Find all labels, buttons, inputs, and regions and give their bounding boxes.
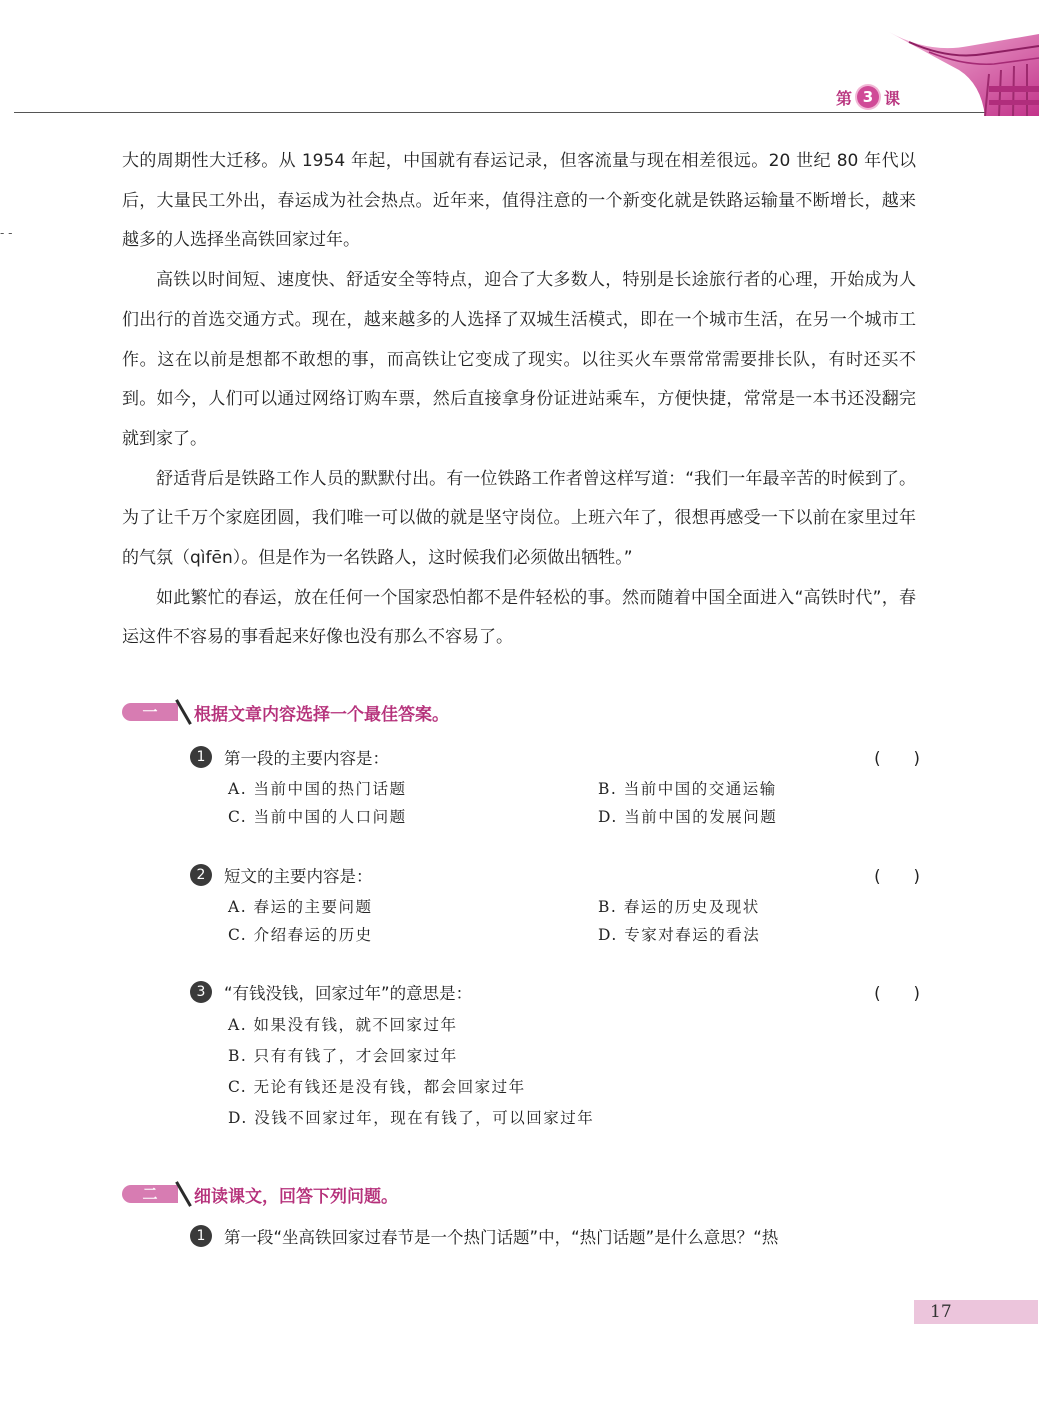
option-d[interactable]: D. 当前中国的发展问题	[598, 808, 778, 826]
passage-paragraph-1: 大的周期性大迁移。从 1954 年起，中国就有春运记录，但客流量与现在相差很远。20 世纪 80 年代以后，大量民工外出，春运成为社会热点。近年来，值得注意的一个新变化就是铁路运输量不断增长，越来越多的人选择坐高铁回家过年。	[122, 151, 916, 251]
question-number-badge: 2	[190, 864, 212, 886]
question-number-badge: 1	[190, 746, 212, 768]
question-text: 短文的主要内容是：	[224, 867, 373, 886]
question-2	[190, 861, 920, 945]
question-text: 第一段“坐高铁回家过春节是一个热门话题”中，“热门话题”是什么意思？“热	[224, 1228, 779, 1247]
section-1-title: 根据文章内容选择一个最佳答案。	[194, 704, 449, 725]
lesson-prefix: 第	[836, 88, 853, 108]
option-b[interactable]: B. 春运的历史及现状	[598, 898, 760, 916]
option-c[interactable]: C. 当前中国的人口问题	[228, 808, 407, 826]
option-a[interactable]: A. 如果没有钱，就不回家过年	[228, 1016, 458, 1034]
answer-blank[interactable]: ( )	[874, 749, 920, 768]
question-number-badge: 1	[190, 1225, 212, 1247]
option-b[interactable]: B. 当前中国的交通运输	[598, 780, 777, 798]
option-c[interactable]: C. 介绍春运的历史	[228, 926, 373, 944]
section-1-heading	[122, 698, 449, 726]
answer-blank[interactable]: ( )	[874, 984, 920, 1003]
section-2-question-1	[190, 1224, 916, 1248]
pagoda-roof-illustration	[889, 24, 1039, 116]
option-c[interactable]: C. 无论有钱还是没有钱，都会回家过年	[228, 1078, 526, 1096]
option-a[interactable]: A. 春运的主要问题	[228, 898, 373, 916]
option-a[interactable]: A. 当前中国的热门话题	[228, 780, 407, 798]
reading-passage	[122, 142, 916, 658]
passage-paragraph-3: 舒适背后是铁路工作人员的默默付出。有一位铁路工作者曾这样写道：“我们一年最辛苦的时候到了。为了让千万个家庭团圆，我们唯一可以做的就是坚守岗位。上班六年了，很想再感受一下以前在家里过年的气氛（qìfēn）。但是作为一名铁路人，这时候我们必须做出牺牲。”	[122, 468, 916, 569]
margin-mark: - -	[0, 226, 13, 240]
lesson-suffix: 课	[884, 88, 901, 108]
options-list	[228, 1010, 920, 1134]
answer-blank[interactable]: ( )	[874, 867, 920, 886]
section-2-heading	[122, 1180, 398, 1208]
question-text: “有钱没钱，回家过年”的意思是：	[224, 984, 473, 1003]
option-d[interactable]: D. 专家对春运的看法	[598, 926, 761, 944]
section-divider-icon	[180, 700, 192, 724]
option-d[interactable]: D. 没钱不回家过年，现在有钱了，可以回家过年	[228, 1109, 595, 1127]
page-number: 17	[914, 1300, 1038, 1324]
options-grid	[228, 777, 920, 827]
lesson-number-badge: 3	[857, 86, 879, 108]
header-rule	[14, 112, 1039, 113]
passage-paragraph-2: 高铁以时间短、速度快、舒适安全等特点，迎合了大多数人，特别是长途旅行者的心理，开始成为人们出行的首选交通方式。现在，越来越多的人选择了双城生活模式，即在一个城市生活，在另一个城市工作。这在以前是想都不敢想的事，而高铁让它变成了现实。以往买火车票常常需要排长队，有时还买不到。如今，人们可以通过网络订购车票，然后直接拿身份证进站乘车，方便快捷，常常是一本书还没翻完就到家了。	[122, 270, 916, 449]
question-number-badge: 3	[190, 981, 212, 1003]
passage-paragraph-4: 如此繁忙的春运，放在任何一个国家恐怕都不是件轻松的事。然而随着中国全面进入“高铁时代”，春运这件不容易的事看起来好像也没有那么不容易了。	[122, 587, 916, 648]
lesson-label	[836, 84, 900, 110]
section-2-title: 细读课文，回答下列问题。	[194, 1186, 398, 1207]
option-b[interactable]: B. 只有有钱了，才会回家过年	[228, 1047, 458, 1065]
section-divider-icon	[180, 1182, 192, 1206]
options-grid	[228, 895, 920, 945]
question-1	[190, 743, 920, 827]
section-1-tab: 一	[122, 703, 178, 721]
question-text: 第一段的主要内容是：	[224, 749, 389, 768]
question-3	[190, 978, 920, 1134]
section-2-tab: 二	[122, 1185, 178, 1203]
